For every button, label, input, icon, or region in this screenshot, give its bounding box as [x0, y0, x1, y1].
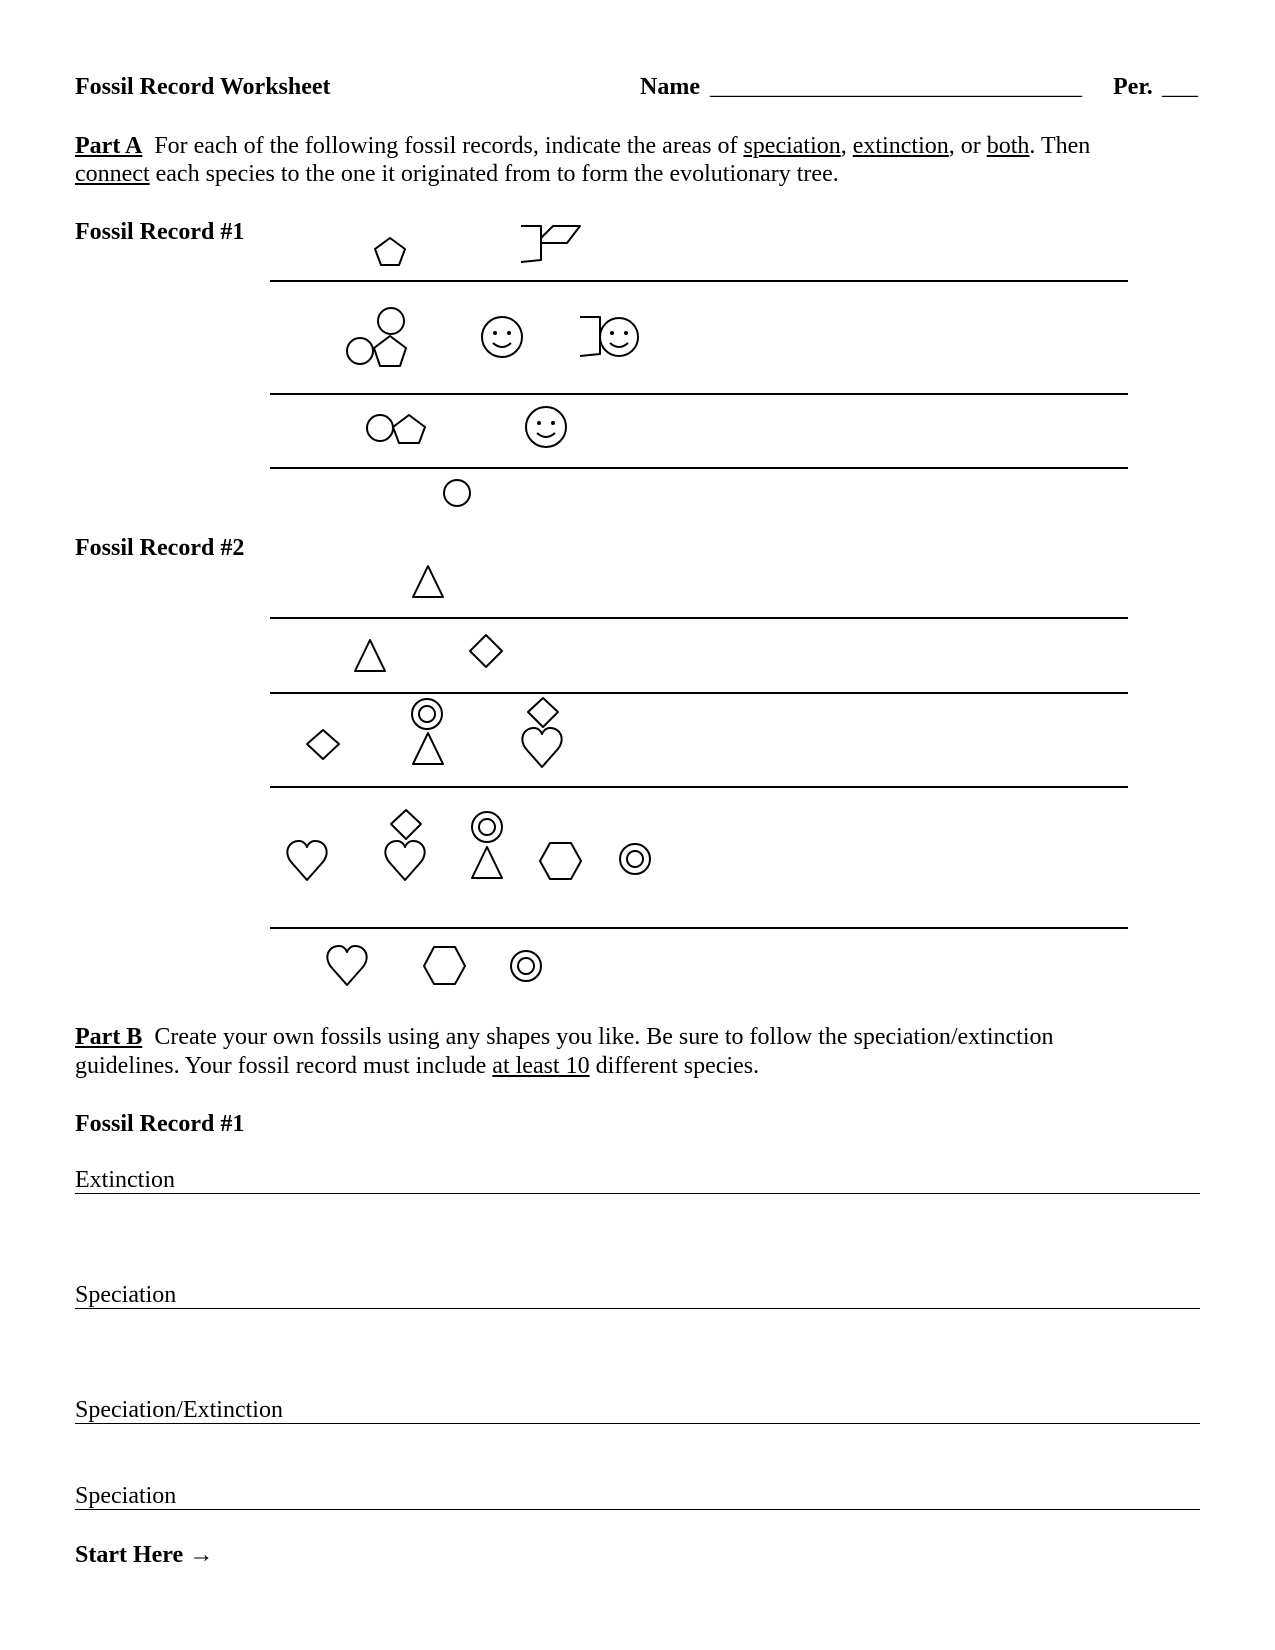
or-text: , or	[948, 133, 981, 159]
ring-fossil	[511, 951, 541, 981]
part-b-min-species: at least 10	[492, 1053, 590, 1079]
arrow-right-icon: →	[189, 1542, 214, 1568]
row-label-speciation-extinction: Speciation/Extinction	[75, 1397, 283, 1423]
row-label-speciation: Speciation	[75, 1483, 177, 1509]
diamond-heart-fossil	[385, 810, 424, 880]
triangle-fossil	[413, 566, 443, 597]
worksheet-title: Fossil Record Worksheet	[75, 74, 331, 100]
record1-title: Fossil Record #1	[75, 219, 245, 245]
triangle-fossil	[355, 640, 385, 671]
then-text: . Then	[1029, 133, 1091, 159]
part-b-instructions-line1	[75, 1023, 1053, 1051]
answer-line[interactable]	[75, 1509, 1200, 1510]
part-a-line2-rest: each species to the one it originated from to form the evolutionary tree.	[155, 161, 839, 187]
comma: ,	[840, 133, 847, 159]
ring-triangle-fossil	[472, 812, 502, 878]
part-b-instructions-line2	[75, 1052, 759, 1080]
smiley-fossil	[526, 407, 566, 447]
pentagon-fossil	[375, 238, 405, 265]
smiley-fossil	[482, 317, 522, 357]
name-label: Name	[640, 74, 700, 100]
ring-triangle-fossil	[412, 699, 443, 764]
period-label: Per.	[1113, 74, 1153, 100]
hexagon-fossil	[424, 947, 465, 984]
hexagon-fossil	[540, 843, 581, 879]
diamond-fossil	[307, 730, 339, 759]
term-both: both	[986, 133, 1030, 159]
heart-fossil	[287, 841, 326, 880]
term-connect: connect	[75, 161, 150, 187]
part-b-label: Part B	[75, 1024, 143, 1050]
answer-line[interactable]	[75, 1193, 1200, 1194]
start-here-text: Start Here	[75, 1542, 184, 1568]
period-field[interactable]: ___	[1162, 74, 1198, 100]
circle-fossil	[444, 480, 470, 506]
diamond-fossil	[470, 635, 502, 667]
row-label-extinction: Extinction	[75, 1167, 175, 1193]
row-label-speciation: Speciation	[75, 1282, 177, 1308]
circle-pentagon-fossil	[367, 415, 425, 443]
bracket-flag-fossil	[521, 226, 580, 262]
name-field[interactable]: _______________________________	[710, 74, 1082, 100]
part-b-line1: Create your own fossils using any shapes you like. Be sure to follow the speciation/extinction	[154, 1024, 1054, 1050]
part-b-record-title: Fossil Record #1	[75, 1111, 245, 1137]
bracket-smiley-fossil	[580, 317, 638, 356]
answer-line[interactable]	[75, 1423, 1200, 1424]
part-b-line2-start: guidelines. Your fossil record must include	[75, 1053, 487, 1079]
part-a-intro: For each of the following fossil records, indicate the areas of	[154, 133, 738, 159]
heart-fossil	[327, 946, 366, 985]
part-b-line2-end: different species.	[595, 1053, 760, 1079]
part-a-label: Part A	[75, 133, 143, 159]
record2-title: Fossil Record #2	[75, 535, 245, 561]
answer-line[interactable]	[75, 1308, 1200, 1309]
ring-fossil	[620, 844, 650, 874]
diamond-heart-fossil	[522, 698, 561, 767]
start-here-label	[75, 1541, 213, 1569]
term-speciation: speciation	[743, 133, 841, 159]
circles-pentagon-cluster-fossil	[347, 308, 406, 366]
term-extinction: extinction	[852, 133, 949, 159]
